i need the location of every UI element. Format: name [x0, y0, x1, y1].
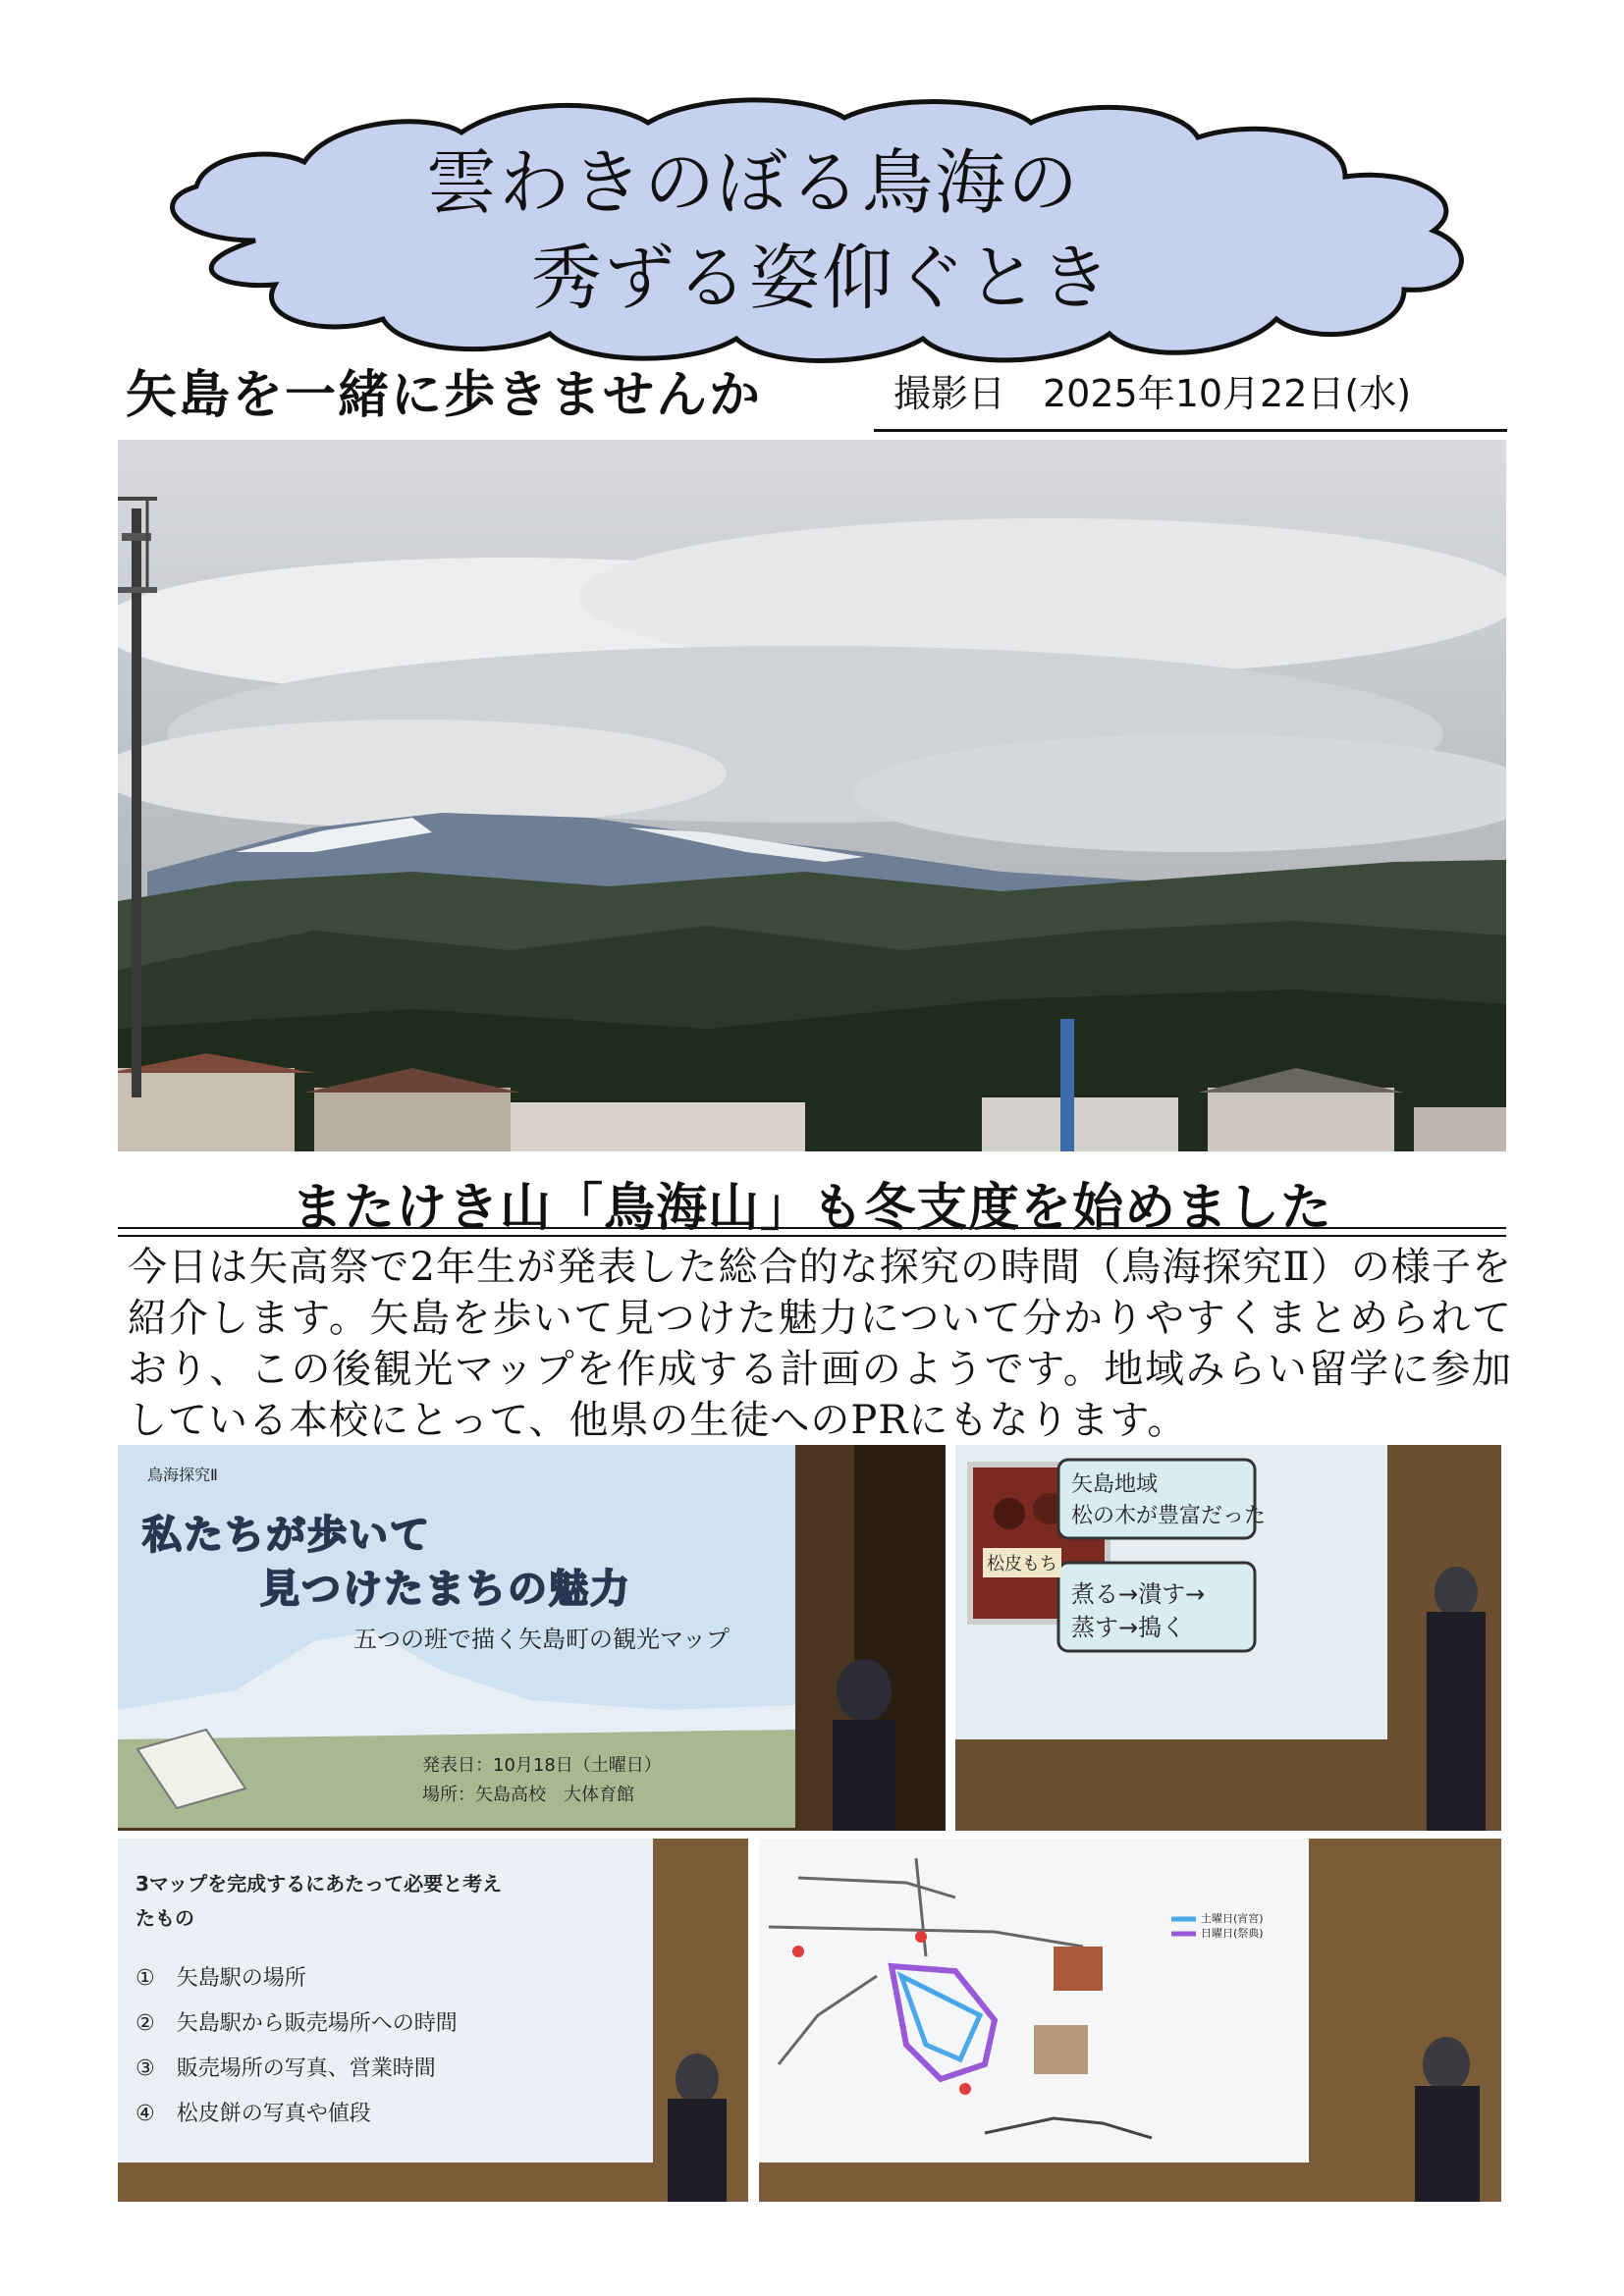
banner-line-1: 雲わきのぼる鳥海の — [425, 141, 1080, 224]
slide-tag: 鳥海探究Ⅱ — [147, 1466, 218, 1484]
list-item — [135, 2052, 436, 2082]
slide3-title-line2: たもの — [135, 1906, 194, 1930]
slide3-title-line1: 3マップを完成するにあたって必要と考え — [135, 1872, 503, 1896]
presentation-photo-requirements-slide — [118, 1839, 748, 2202]
date-underline — [874, 429, 1507, 432]
list-item-text: 矢島駅の場所 — [176, 1966, 306, 1991]
caption: またけき山「鳥海山」も冬支度を始めました — [291, 1179, 1332, 1238]
presentation-photo-map-slide — [759, 1839, 1501, 2202]
mountain-photo — [118, 440, 1506, 1151]
list-item — [135, 2097, 371, 2127]
subtitle: 矢島を一緒に歩きませんか — [126, 366, 763, 425]
list-item-number: ③ — [135, 2056, 155, 2081]
legend-saturday: 土曜日(宵宮) — [1201, 1912, 1264, 1925]
map-drawing — [759, 1839, 1501, 2202]
list-item-number: ① — [135, 1966, 155, 1991]
slide-title-line2: 見つけたまちの魅力 — [260, 1567, 631, 1612]
body-paragraph: 今日は矢高祭で2年生が発表した総合的な探究の時間（鳥海探究Ⅱ）の様子を紹介します。矢島を歩いて見つけた魅力について分かりやすくまとめられており、この後観光マップを作成する計画のようです。地域みらい留学に参加している本校にとって、他県の生徒へのPRにもなります。 — [128, 1245, 1512, 1443]
list-item-text: 矢島駅から販売場所への時間 — [176, 2011, 458, 2036]
list-item-number: ④ — [135, 2102, 155, 2126]
list-item-text: 販売場所の写真、営業時間 — [176, 2056, 436, 2081]
legend-sunday: 日曜日(祭典) — [1201, 1927, 1264, 1940]
presentation-photo-process-slide — [955, 1445, 1501, 1831]
presentation-photo-title-slide — [118, 1445, 946, 1831]
slide-date: 発表日：10月18日（土曜日） — [422, 1755, 662, 1776]
photo-date: 撮影日 2025年10月22日(水) — [893, 372, 1412, 415]
list-item-number: ② — [135, 2011, 155, 2036]
caption-underline — [118, 1227, 1506, 1237]
list-item — [135, 1961, 306, 1992]
list-item — [135, 2006, 458, 2037]
pack-label: 松皮もち — [983, 1548, 1061, 1577]
slide-title-line1: 私たちが歩いて — [142, 1513, 431, 1558]
slide-place: 場所：矢島高校 大体育館 — [422, 1785, 634, 1805]
banner-line-2: 秀ずる姿仰ぐとき — [530, 237, 1112, 319]
slide-card-1: 矢島地域 松の木が豊富だった — [1071, 1472, 1267, 1528]
slide-subtitle: 五つの班で描く矢島町の観光マップ — [353, 1626, 731, 1653]
slide-card-2: 煮る→潰す→ 蒸す→搗く — [1071, 1580, 1206, 1641]
list-item-text: 松皮餅の写真や値段 — [176, 2102, 371, 2126]
